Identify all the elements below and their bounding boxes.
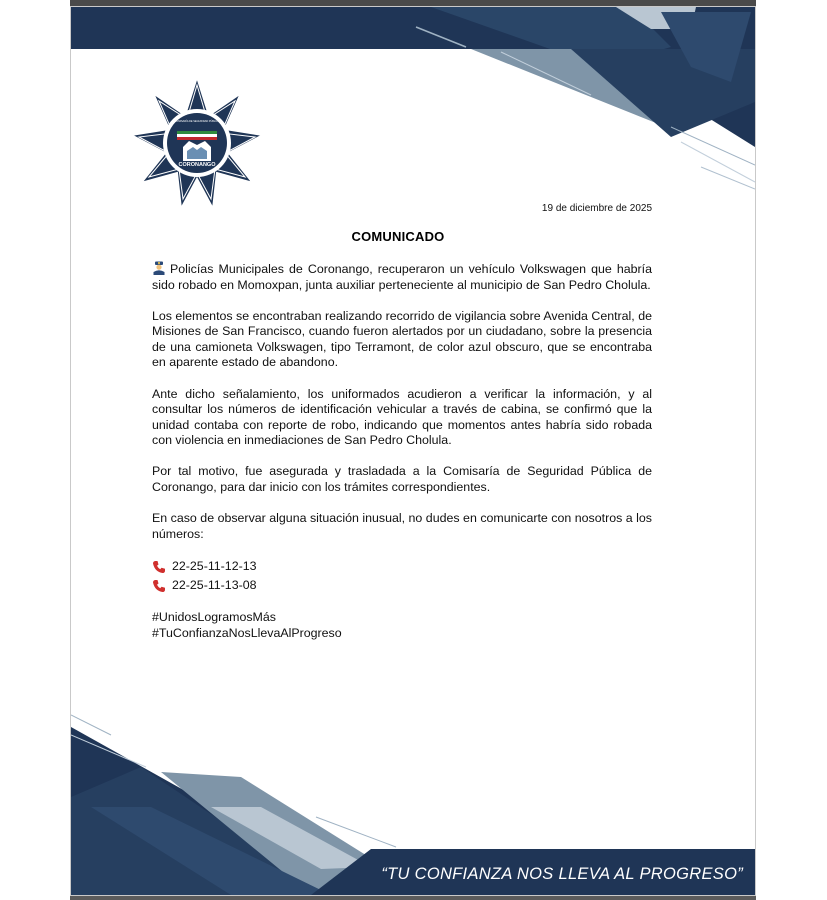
- logo-small-text: COMISARÍA DE SEGURIDAD PÚBLICA: [174, 120, 220, 123]
- paragraph-2: Los elementos se encontraban realizando recorrido de vigilancia sobre Avenida Central, de Misiones de San Francisco, cuando fueron alertados por un ciudadano, sobre la presencia de una camioneta Volkswagen, tipo Terramont, de color azul obscuro, que se encontraba en aparente estado de abandono.: [152, 308, 652, 370]
- hashtag: #TuConfianzaNosLlevaAlProgreso: [152, 625, 342, 640]
- phone-item: [152, 576, 652, 595]
- telephone-receiver-icon: [152, 560, 166, 574]
- document-title: COMUNICADO: [351, 229, 445, 244]
- hashtag-list: [152, 610, 652, 641]
- phone-list: [152, 558, 652, 595]
- police-star-logo: [129, 75, 265, 211]
- paragraph-4: Por tal motivo, fue asegurada y trasladada a la Comisaría de Seguridad Pública de Coronango, para dar inicio con los trámites correspondientes.: [152, 464, 652, 495]
- phone-number: 22-25-11-12-13: [172, 559, 257, 574]
- document-page: [71, 7, 755, 895]
- document-date: 19 de diciembre de 2025: [541, 203, 652, 214]
- paragraph-1: [152, 261, 652, 293]
- viewer-top-bar: [0, 0, 827, 7]
- police-officer-icon: [152, 261, 166, 275]
- viewer-right-margin: [756, 0, 827, 900]
- footer-slogan: “TU CONFIANZA NOS LLEVA AL PROGRESO”: [381, 865, 743, 883]
- logo-title: CORONANGO: [178, 162, 216, 168]
- viewer-left-margin: [0, 0, 70, 900]
- paragraph-1-text: Policías Municipales de Coronango, recuperaron un vehículo Volkswagen que habría sido robado en Momoxpan, junta auxiliar perteneciente al municipio de San Pedro Cholula.: [152, 262, 652, 292]
- document-body: [152, 261, 652, 642]
- telephone-receiver-icon: [152, 579, 166, 593]
- phone-item: [152, 558, 652, 577]
- paragraph-5: En caso de observar alguna situación inusual, no dudes en comunicarte con nosotros a los números:: [152, 511, 652, 541]
- hashtag: #UnidosLogramosMás: [152, 610, 276, 625]
- paragraph-3: Ante dicho señalamiento, los uniformados acudieron a verificar la información, y al consultar los números de identificación vehicular a través de cabina, se confirmó que la unidad contaba con reporte de robo, indicando que momentos antes habría sido robada con violencia en inmediaciones de San Pedro Cholula.: [152, 386, 652, 448]
- phone-number: 22-25-11-13-08: [172, 577, 257, 592]
